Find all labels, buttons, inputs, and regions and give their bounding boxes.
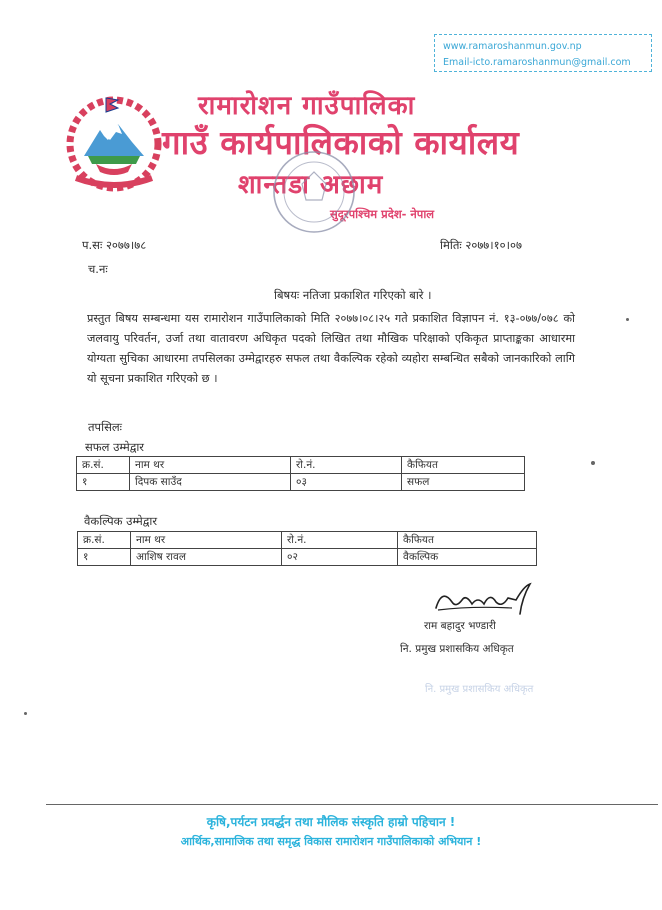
table-header: रो.नं. (282, 532, 398, 549)
website-text: www.ramaroshanmun.gov.np (443, 41, 582, 52)
table-row (78, 549, 537, 566)
email-text: Email-icto.ramaroshanmun@gmail.com (443, 57, 631, 68)
table-cell: ०३ (291, 474, 402, 491)
table-cell: दिपक साउँद (130, 474, 291, 491)
table-header-row (78, 532, 537, 549)
details-label: तपसिलः (88, 420, 122, 434)
office-location: शान्तडा अछाम (238, 170, 384, 200)
signature-icon (432, 578, 542, 620)
table-header: क्र.सं. (77, 457, 130, 474)
successful-heading: सफल उम्मेद्वार (85, 440, 145, 454)
letter-subject: बिषयः नतिजा प्रकाशित गरिएको बारे । (274, 288, 432, 302)
alternate-table (77, 531, 537, 566)
table-header: रो.नं. (291, 457, 402, 474)
letter-body: प्रस्तुत बिषय सम्बन्धमा यस रामारोशन गाउँपालिकाको मिति २०७७।०८।२५ गते प्रकाशित विज्ञापन नं. १३-०७७/०७८ को जलवायु परिवर्तन, उर्जा तथा वातावरण अधिकृत पदको लिखित तथा मौखिक परिक्षाको एकिकृत प्राप्ताङ्कका आधारमा योग्यता सुचिका आधारमा तपसिलका उम्मेद्वारहरु सफल तथा वैकल्पिक रहेको व्यहोरा सम्बन्धित सबैको जानकारिको लागि यो सूचना प्रकाशित गरिएको छ । (87, 312, 575, 385)
province-name: सुदूरपश्चिम प्रदेश- नेपाल (330, 207, 435, 221)
scan-speck (626, 318, 629, 321)
table-cell: १ (78, 549, 131, 566)
table-header-row (77, 457, 525, 474)
table-header: नाम थर (130, 457, 291, 474)
table-cell: ०२ (282, 549, 398, 566)
letter-date: मितिः २०७७।१०।०७ (440, 238, 522, 252)
footer-slogan-2: आर्थिक,सामाजिक तथा समृद्ध विकास रामारोशन गाउँपालिकाको अभियान ! (180, 835, 482, 848)
footer-slogan-1: कृषि,पर्यटन प्रवर्द्धन तथा मौलिक संस्कृति हाम्रो पहिचान ! (206, 815, 456, 829)
table-header: कैफियत (398, 532, 537, 549)
table-cell: आशिष रावल (131, 549, 282, 566)
signatory-name: राम बहादुर भण्डारी (424, 620, 496, 632)
table-header: नाम थर (131, 532, 282, 549)
table-cell: १ (77, 474, 130, 491)
reference-number: प.सः २०७७।७८ (82, 238, 147, 252)
table-header: क्र.सं. (78, 532, 131, 549)
scan-speck (591, 461, 595, 465)
dispatch-number: च.नः (88, 262, 108, 276)
alternate-heading: वैकल्पिक उम्मेद्वार (84, 514, 158, 528)
nepal-emblem-icon (62, 90, 166, 192)
table-header: कैफियत (402, 457, 525, 474)
municipality-name: रामारोशन गाउँपालिका (198, 91, 416, 121)
contact-box (434, 34, 652, 72)
table-cell: सफल (402, 474, 525, 491)
office-name: गाउँ कार्यपालिकाको कार्यालय (162, 123, 520, 162)
faint-stamp-text: नि. प्रमुख प्रशासकिय अधिकृत (425, 684, 534, 695)
footer-divider (46, 804, 658, 805)
table-cell: वैकल्पिक (398, 549, 537, 566)
signatory-title: नि. प्रमुख प्रशासकिय अधिकृत (400, 643, 514, 655)
table-row (77, 474, 525, 491)
scan-speck (24, 712, 27, 715)
office-stamp-icon (266, 144, 362, 240)
successful-table (76, 456, 525, 491)
